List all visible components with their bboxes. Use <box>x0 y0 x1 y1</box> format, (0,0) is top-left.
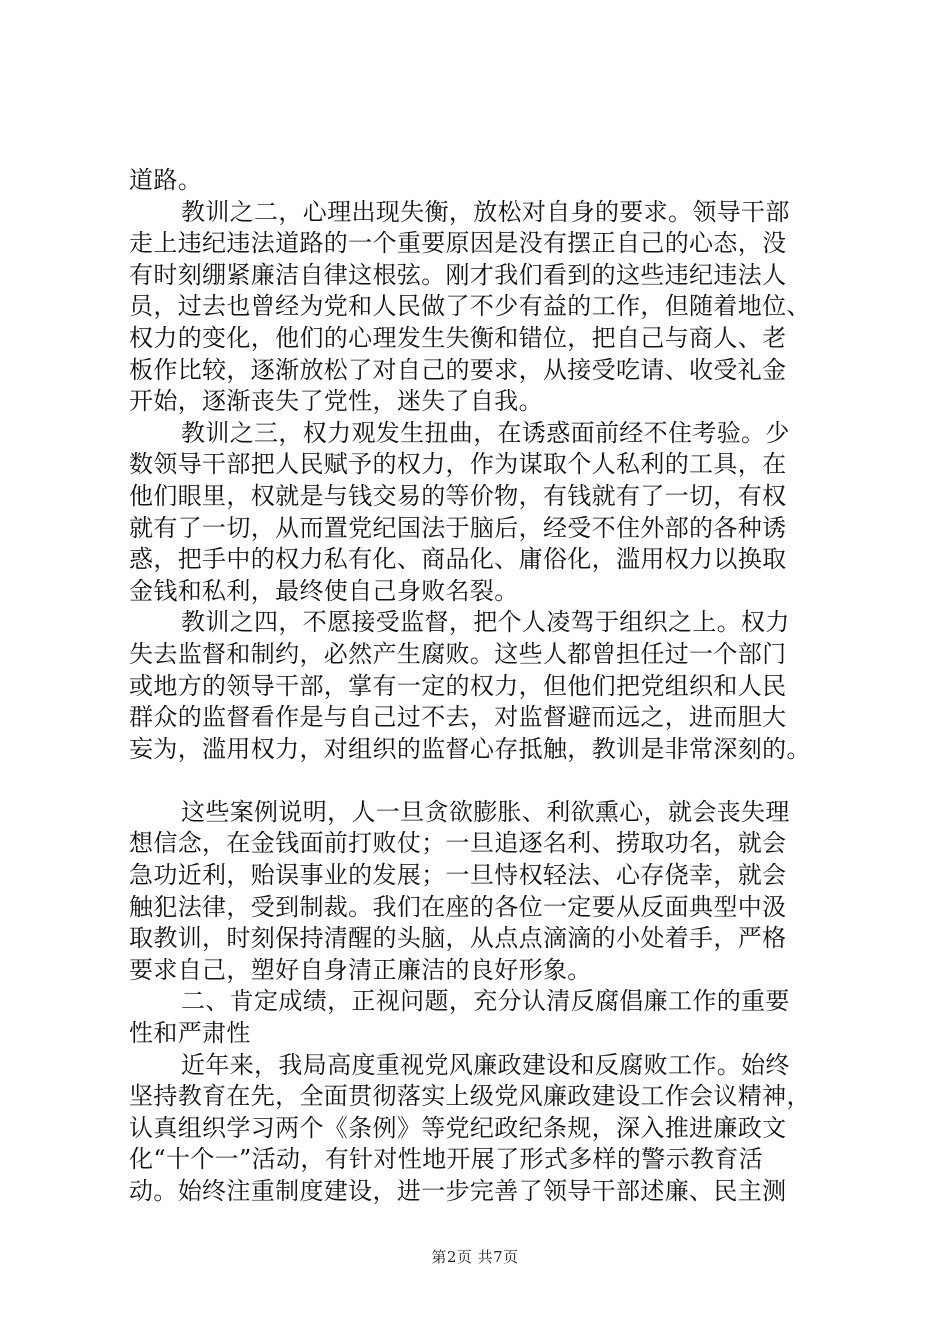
text-line: 二、肯定成绩，正视问题，充分认清反腐倡廉工作的重要 <box>181 987 790 1016</box>
text-line: 或地方的领导干部，掌有一定的权力，但他们把党组织和人民 <box>129 671 787 700</box>
text-line: 走上违纪违法道路的一个重要原因是没有摆正自己的心态，没 <box>129 229 787 258</box>
text-line: 惑，把手中的权力私有化、商品化、庸俗化，滥用权力以换取 <box>129 545 787 574</box>
text-line: 就有了一切，从而置党纪国法于脑后，经受不住外部的各种诱 <box>129 513 787 542</box>
text-line: 急功近利，贻误事业的发展；一旦恃权轻法、心存侥幸，就会 <box>129 861 787 890</box>
text-line: 坚持教育在先，全面贯彻落实上级党风廉政建设工作会议精神， <box>129 1082 811 1111</box>
text-line: 开始，逐渐丧失了党性，迷失了自我。 <box>129 387 543 416</box>
text-line: 这些案例说明，人一旦贪欲膨胀、利欲熏心，就会丧失理 <box>181 797 790 826</box>
text-line: 妄为，滥用权力，对组织的监督心存抵触，教训是非常深刻的。 <box>129 734 811 763</box>
text-line: 教训之二，心理出现失衡，放松对自身的要求。领导干部 <box>181 197 790 226</box>
text-line: 化“十个一”活动，有针对性地开展了形式多样的警示教育活 <box>129 1145 763 1174</box>
text-line: 教训之四，不愿接受监督，把个人凌驾于组织之上。权力 <box>181 608 790 637</box>
text-line: 性和严肃性 <box>129 1019 251 1048</box>
text-line: 权力的变化，他们的心理发生失衡和错位，把自己与商人、老 <box>129 323 787 352</box>
text-line: 板作比较，逐渐放松了对自己的要求，从接受吃请、收受礼金 <box>129 355 787 384</box>
text-line: 道路。 <box>129 166 203 194</box>
text-line: 近年来，我局高度重视党风廉政建设和反腐败工作。始终 <box>181 1050 790 1079</box>
text-line: 要求自己，塑好自身清正廉洁的良好形象。 <box>129 955 592 984</box>
text-line: 取教训，时刻保持清醒的头脑，从点点滴滴的小处着手，严格 <box>129 924 787 953</box>
text-line: 认真组织学习两个《条例》等党纪政纪条规，深入推进廉政文 <box>129 1113 787 1142</box>
blank-line <box>129 765 829 797</box>
text-line: 金钱和私利，最终使自己身败名裂。 <box>129 576 519 605</box>
text-line: 他们眼里，权就是与钱交易的等价物，有钱就有了一切，有权 <box>129 481 787 510</box>
text-line: 群众的监督看作是与自己过不去，对监督避而远之，进而胆大 <box>129 703 787 732</box>
text-line: 员，过去也曾经为党和人民做了不少有益的工作，但随着地位、 <box>129 292 811 321</box>
text-line: 教训之三，权力观发生扭曲，在诱惑面前经不住考验。少 <box>181 418 790 447</box>
text-line: 动。始终注重制度建设，进一步完善了领导干部述廉、民主测 <box>129 1177 787 1205</box>
text-line: 数领导干部把人民赋予的权力，作为谋取个人私利的工具，在 <box>129 450 787 479</box>
text-line: 有时刻绷紧廉洁自律这根弦。刚才我们看到的这些违纪违法人 <box>129 260 787 289</box>
text-line: 触犯法律，受到制裁。我们在座的各位一定要从反面典型中汲 <box>129 892 787 921</box>
document-body <box>129 165 829 1208</box>
text-line: 失去监督和制约，必然产生腐败。这些人都曾担任过一个部门 <box>129 639 787 668</box>
text-line: 想信念，在金钱面前打败仗；一旦追逐名利、捞取功名，就会 <box>129 829 787 858</box>
page-footer: 第2页 共7页 <box>431 1248 519 1266</box>
